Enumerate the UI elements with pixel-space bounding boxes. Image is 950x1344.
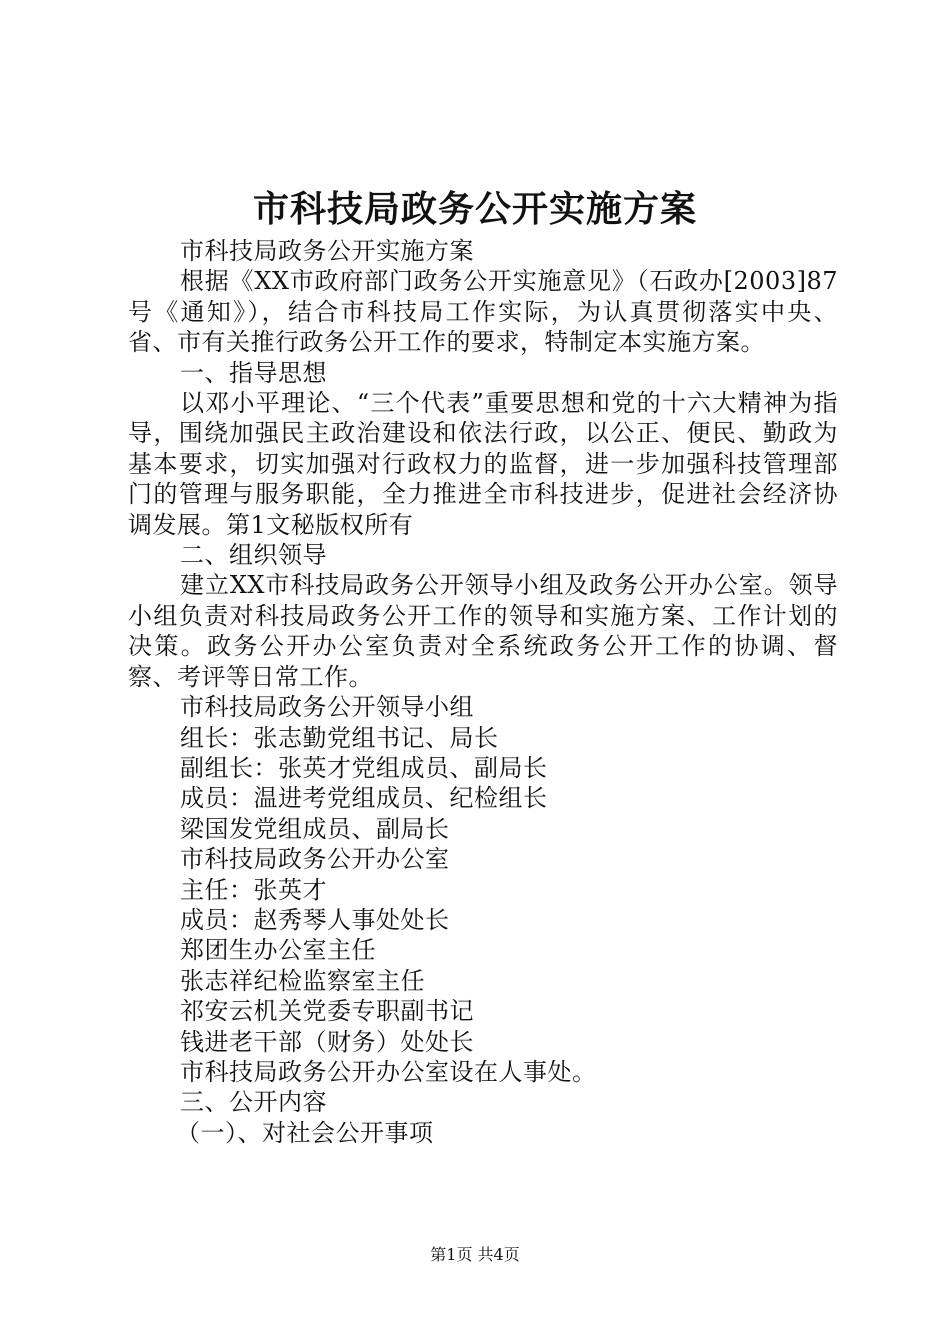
member-line: 祁安云机关党委专职副书记 bbox=[180, 997, 474, 1026]
document-title: 市科技局政务公开实施方案 bbox=[252, 188, 697, 230]
member-line: 钱进老干部（财务）处处长 bbox=[180, 1027, 474, 1056]
subsection-heading-public-matters: （一）、对社会公开事项 bbox=[176, 1118, 434, 1147]
guiding-thought-paragraph: 以邓小平理论、“三个代表”重要思想和党的十六大精神为指导，围绕加强民主政治建设和依法行政，以公正、便民、勤政为基本要求，切实加强对行政权力的监督，进一步加强科技管理部门的管理与服务职能，全力推进全市科技进步，促进社会经济协调发展。第1文秘版权所有 bbox=[128, 389, 838, 539]
intro-paragraph: 根据《XX市政府部门政务公开实施意见》（石政办[2003]87号《通知》），结合市科技局工作实际，为认真贯彻落实中央、省、市有关推行政务公开工作的要求，特制定本实施方案。 bbox=[128, 267, 838, 357]
page-footer: 第1页 共4页 bbox=[430, 1245, 520, 1264]
organization-paragraph: 建立XX市科技局政务公开领导小组及政务公开办公室。领导小组负责对科技局政务公开工作的领导和实施方案、工作计划的决策。政务公开办公室负责对全系统政务公开工作的协调、督察、考评等日常工作。 bbox=[128, 571, 838, 691]
section-heading-organization: 二、组织领导 bbox=[180, 541, 327, 570]
member-line: 张志祥纪检监察室主任 bbox=[180, 966, 425, 995]
office-heading: 市科技局政务公开办公室 bbox=[180, 845, 450, 874]
member-line: 主任：张英才 bbox=[180, 875, 327, 904]
member-line: 组长：张志勤党组书记、局长 bbox=[180, 723, 499, 752]
member-line: 梁国发党组成员、副局长 bbox=[180, 814, 450, 843]
leading-group-heading: 市科技局政务公开领导小组 bbox=[180, 693, 474, 722]
document-body bbox=[128, 236, 838, 1148]
section-heading-content: 三、公开内容 bbox=[180, 1088, 327, 1117]
subtitle-line: 市科技局政务公开实施方案 bbox=[180, 237, 474, 265]
member-line: 副组长：张英才党组成员、副局长 bbox=[180, 753, 548, 782]
office-location-line: 市科技局政务公开办公室设在人事处。 bbox=[180, 1057, 597, 1086]
section-heading-guiding-thought: 一、指导思想 bbox=[180, 358, 327, 387]
member-line: 成员：赵秀琴人事处处长 bbox=[180, 905, 450, 934]
member-line: 成员：温进考党组成员、纪检组长 bbox=[180, 784, 548, 813]
member-line: 郑团生办公室主任 bbox=[180, 936, 376, 965]
